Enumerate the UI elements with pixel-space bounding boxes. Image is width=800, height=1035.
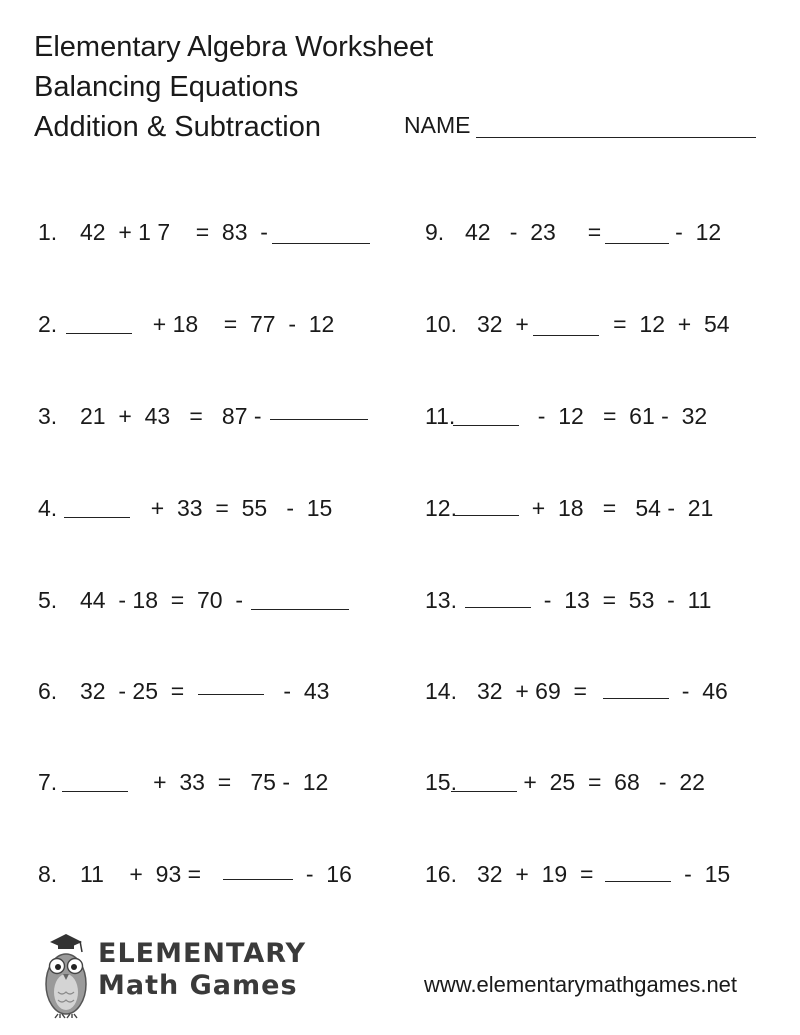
problem-number: 6. <box>38 678 58 704</box>
problem-number: 9. <box>425 219 445 245</box>
answer-blank[interactable] <box>272 242 370 244</box>
answer-blank[interactable] <box>453 514 519 516</box>
problem-text: - 43 <box>264 678 330 704</box>
problem-6 <box>38 677 329 705</box>
problem-8 <box>38 860 352 888</box>
worksheet-topic: Addition & Subtraction <box>34 111 321 143</box>
problem-text: = 12 + 54 <box>606 311 730 337</box>
problem-number: 7. <box>38 769 58 795</box>
problem-1 <box>38 218 370 246</box>
problem-text: - 12 = 61 - 32 <box>525 403 708 429</box>
problem-9 <box>425 218 721 246</box>
problem-text: 21 + 43 = 87 - <box>80 403 262 429</box>
name-label: NAME <box>404 112 471 138</box>
problem-text: 42 + 1 7 = 83 - <box>80 219 268 245</box>
problem-text: + 33 = 55 - 15 <box>138 495 333 521</box>
problem-13 <box>425 586 711 614</box>
answer-blank[interactable] <box>64 516 130 518</box>
problem-text: + 25 = 68 - 22 <box>517 769 705 795</box>
website-link[interactable]: www.elementarymathgames.net <box>424 972 738 997</box>
answer-blank[interactable] <box>603 697 669 699</box>
problem-10 <box>425 310 730 338</box>
worksheet-subtitle: Balancing Equations <box>34 71 299 103</box>
answer-blank[interactable] <box>465 606 531 608</box>
answer-blank[interactable] <box>605 242 669 244</box>
problem-number: 16. <box>425 861 457 887</box>
problem-15 <box>425 768 705 796</box>
owl-icon <box>36 930 96 1020</box>
answer-blank[interactable] <box>66 332 132 334</box>
problem-4 <box>38 494 332 522</box>
problem-text: 32 + 69 = <box>477 678 587 704</box>
problem-number: 14. <box>425 678 457 704</box>
problem-number: 8. <box>38 861 58 887</box>
problem-number: 13. <box>425 587 457 613</box>
problem-16 <box>425 860 730 888</box>
problem-number: 2. <box>38 311 58 337</box>
problem-5 <box>38 586 349 614</box>
answer-blank[interactable] <box>198 693 264 695</box>
problem-text: + 33 = 75 - 12 <box>134 769 329 795</box>
answer-blank[interactable] <box>223 878 293 880</box>
worksheet-title: Elementary Algebra Worksheet <box>34 31 434 63</box>
problem-text: 32 - 25 = <box>80 678 185 704</box>
problem-14 <box>425 677 728 705</box>
problem-text: - 46 <box>668 678 728 704</box>
logo-text-elementary: ELEMENTARY <box>98 938 307 969</box>
problem-number: 10. <box>425 311 457 337</box>
problem-number: 5. <box>38 587 58 613</box>
problem-text: - 13 = 53 - 11 <box>531 587 712 613</box>
answer-blank[interactable] <box>453 424 519 426</box>
problem-11 <box>425 402 707 430</box>
problem-12 <box>425 494 713 522</box>
problem-text: 32 + <box>477 311 529 337</box>
problem-text: + 18 = 77 - 12 <box>140 311 335 337</box>
problem-text: + 18 = 54 - 21 <box>519 495 714 521</box>
problem-text: 11 + 93 = <box>80 861 202 887</box>
problem-text: 42 - 23 = <box>465 219 602 245</box>
problem-number: 3. <box>38 403 58 429</box>
problem-3 <box>38 402 368 430</box>
answer-blank[interactable] <box>270 418 368 420</box>
problem-text: - 15 <box>671 861 731 887</box>
problem-number: 1. <box>38 219 58 245</box>
problem-number: 4. <box>38 495 58 521</box>
answer-blank[interactable] <box>605 880 671 882</box>
elementary-math-games-logo <box>36 930 307 1020</box>
logo-text-math-games: Math Games <box>98 970 298 1001</box>
answer-blank[interactable] <box>62 790 128 792</box>
problem-7 <box>38 768 328 796</box>
problem-number: 11. <box>425 403 456 429</box>
problem-text: 32 + 19 = <box>477 861 594 887</box>
problem-number: 15. <box>425 769 457 795</box>
problem-number: 12. <box>425 495 457 521</box>
problem-text: - 16 <box>293 861 352 887</box>
answer-blank[interactable] <box>533 334 599 336</box>
answer-blank[interactable] <box>451 790 517 792</box>
problem-text: 44 - 18 = 70 - <box>80 587 244 613</box>
name-blank-line[interactable] <box>476 137 756 138</box>
problem-text: - 12 <box>675 219 722 245</box>
answer-blank[interactable] <box>251 608 349 610</box>
problem-2 <box>38 310 334 338</box>
